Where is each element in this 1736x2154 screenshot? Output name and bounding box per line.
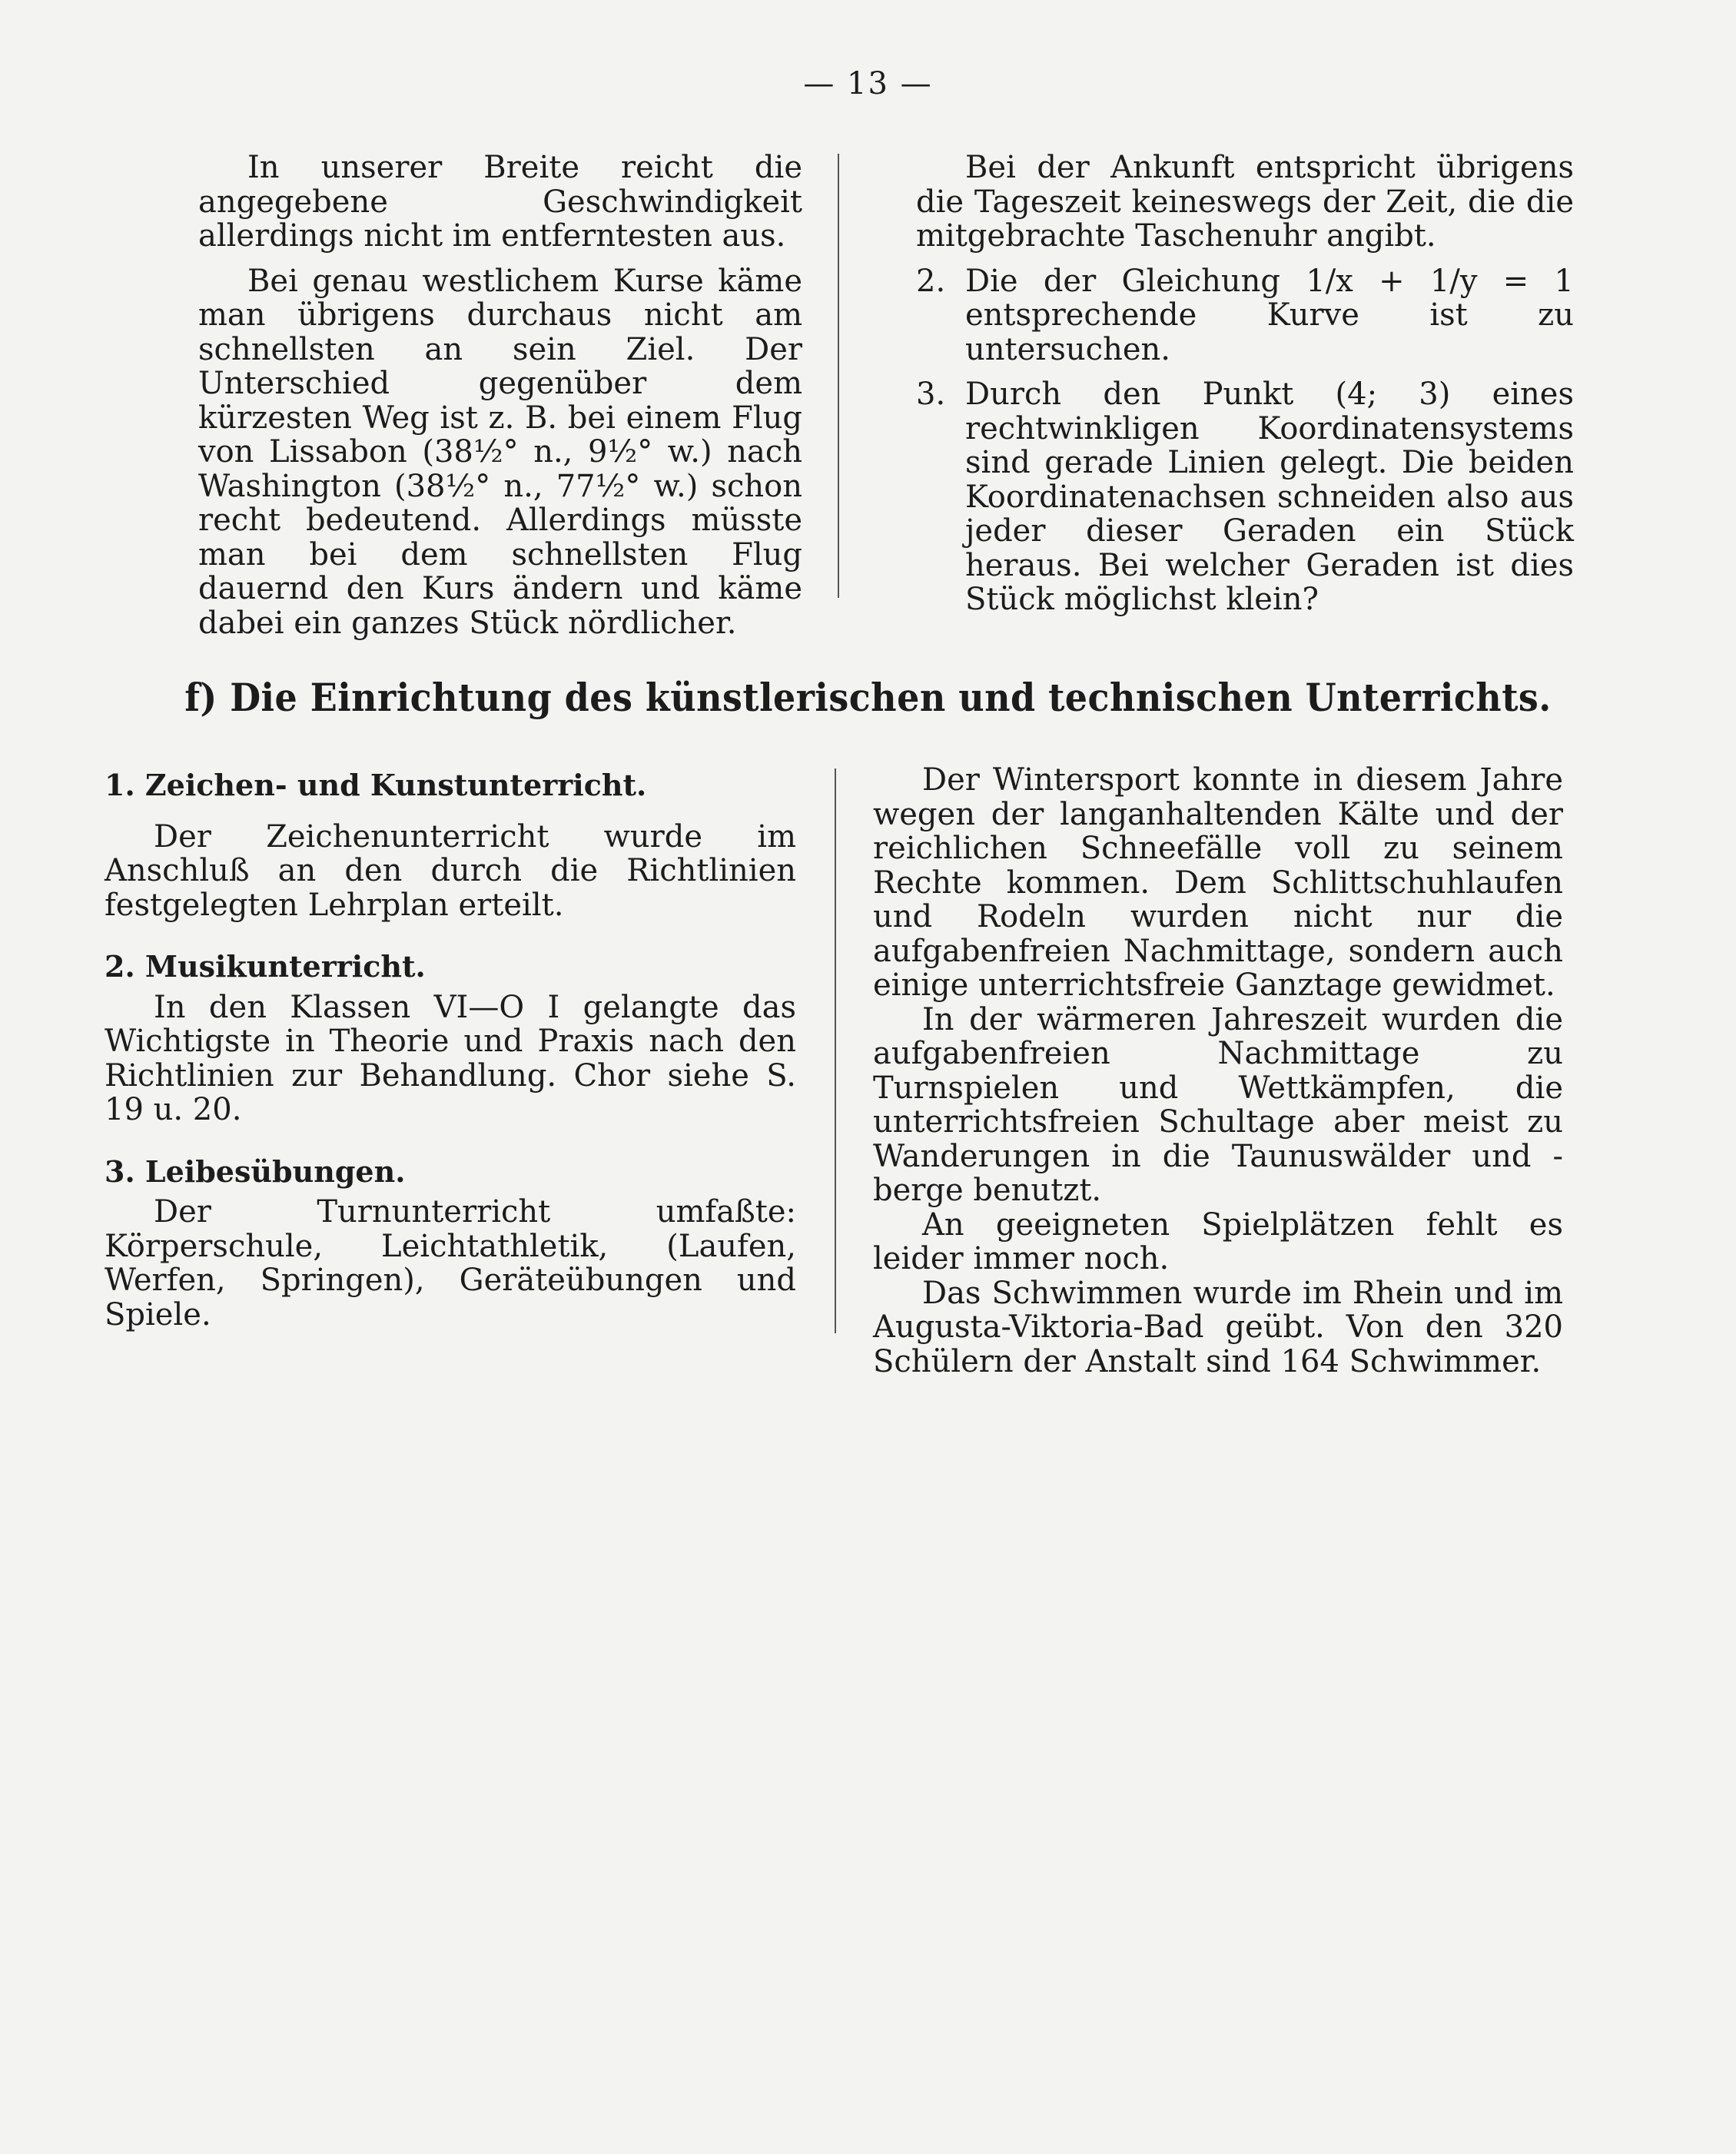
top-right-column (916, 151, 1574, 617)
paragraph: An geeigneten Spielplätzen fehlt es leider immer noch. (873, 1206, 1563, 1276)
exercise-item (916, 264, 1574, 367)
paragraph: Der Wintersport konnte in diesem Jahre wegen der langanhaltenden Kälte und der reichlichen Schneefälle voll zu seinem Rechte kommen. Dem Schlittschuhlaufen und Rodeln wurden nicht nur die aufgabenfreien Nachmittage, sondern auch einige unterrichtsfreie Ganztage gewidmet. (873, 762, 1563, 1003)
top-left-column (198, 151, 802, 640)
paragraph: In unserer Breite reicht die angegebene Geschwindigkeit allerdings nicht im entferntesten aus. (198, 150, 802, 254)
column-divider (835, 768, 836, 1333)
paragraph: Der Turnunterricht umfaßte: Körperschule, Leichtathletik, (Laufen, Werfen, Springen), Geräteübungen und Spiele. (105, 1194, 796, 1333)
paragraph: Bei der Ankunft entspricht übrigens die Tageszeit keineswegs der Zeit, die die mitgebrachte Taschenuhr angibt. (916, 150, 1574, 254)
item-number: 3. (916, 377, 946, 412)
item-text: Durch den Punkt (4; 3) eines rechtwinkligen Koordinatensystems sind gerade Linien gelegt. Die beiden Koordinatenachsen schneiden also aus jeder dieser Geraden ein Stück heraus. Bei welcher Geraden ist dies Stück möglichst klein? (965, 377, 1574, 617)
page-number: — 13 — (803, 66, 933, 101)
paragraph: Bei genau westlichem Kurse käme man übrigens durchaus nicht am schnellsten an sein Ziel. Der Unterschied gegenüber dem kürzesten Weg ist z. B. bei einem Flug von Lissabon (38½° n., 9½° w.) nach Washington (38½° n., 77½° w.) schon recht bedeutend. Allerdings müsste man bei dem schnellsten Flug dauernd den Kurs ändern und käme dabei ein ganzes Stück nördlicher. (198, 263, 802, 641)
exercise-item (916, 377, 1574, 617)
subheading: 1. Zeichen- und Kunstunterricht. (105, 768, 647, 802)
section-title: f) Die Einrichtung des künstlerischen und technischen Unterrichts. (184, 675, 1552, 720)
item-number: 2. (916, 263, 946, 299)
paragraph: Der Zeichenunterricht wurde im Anschluß an den durch die Richtlinien festgelegten Lehrplan erteilt. (105, 818, 796, 923)
paragraph: In der wärmeren Jahreszeit wurden die aufgabenfreien Nachmittage zu Turnspielen und Wettkämpfen, die unterrichtsfreien Schultage aber meist zu Wanderungen in die Taunuswälder und -berge benutzt. (873, 1001, 1563, 1208)
paragraph: In den Klassen VI—O I gelangte das Wichtigste in Theorie und Praxis nach den Richtlinien zur Behandlung. Chor siehe S. 19 u. 20. (105, 989, 796, 1127)
item-text: Die der Gleichung 1/x + 1/y = 1 entsprechende Kurve ist zu untersuchen. (965, 263, 1574, 367)
bottom-right-column (873, 763, 1563, 1379)
paragraph: Das Schwimmen wurde im Rhein und im Augusta-Viktoria-Bad geübt. Von den 320 Schülern der Anstalt sind 164 Schwimmer. (873, 1275, 1563, 1379)
column-divider (838, 154, 839, 598)
subheading: 3. Leibesübungen. (105, 1153, 406, 1189)
bottom-left-column (105, 768, 796, 1332)
subheading: 2. Musikunterricht. (105, 949, 426, 984)
